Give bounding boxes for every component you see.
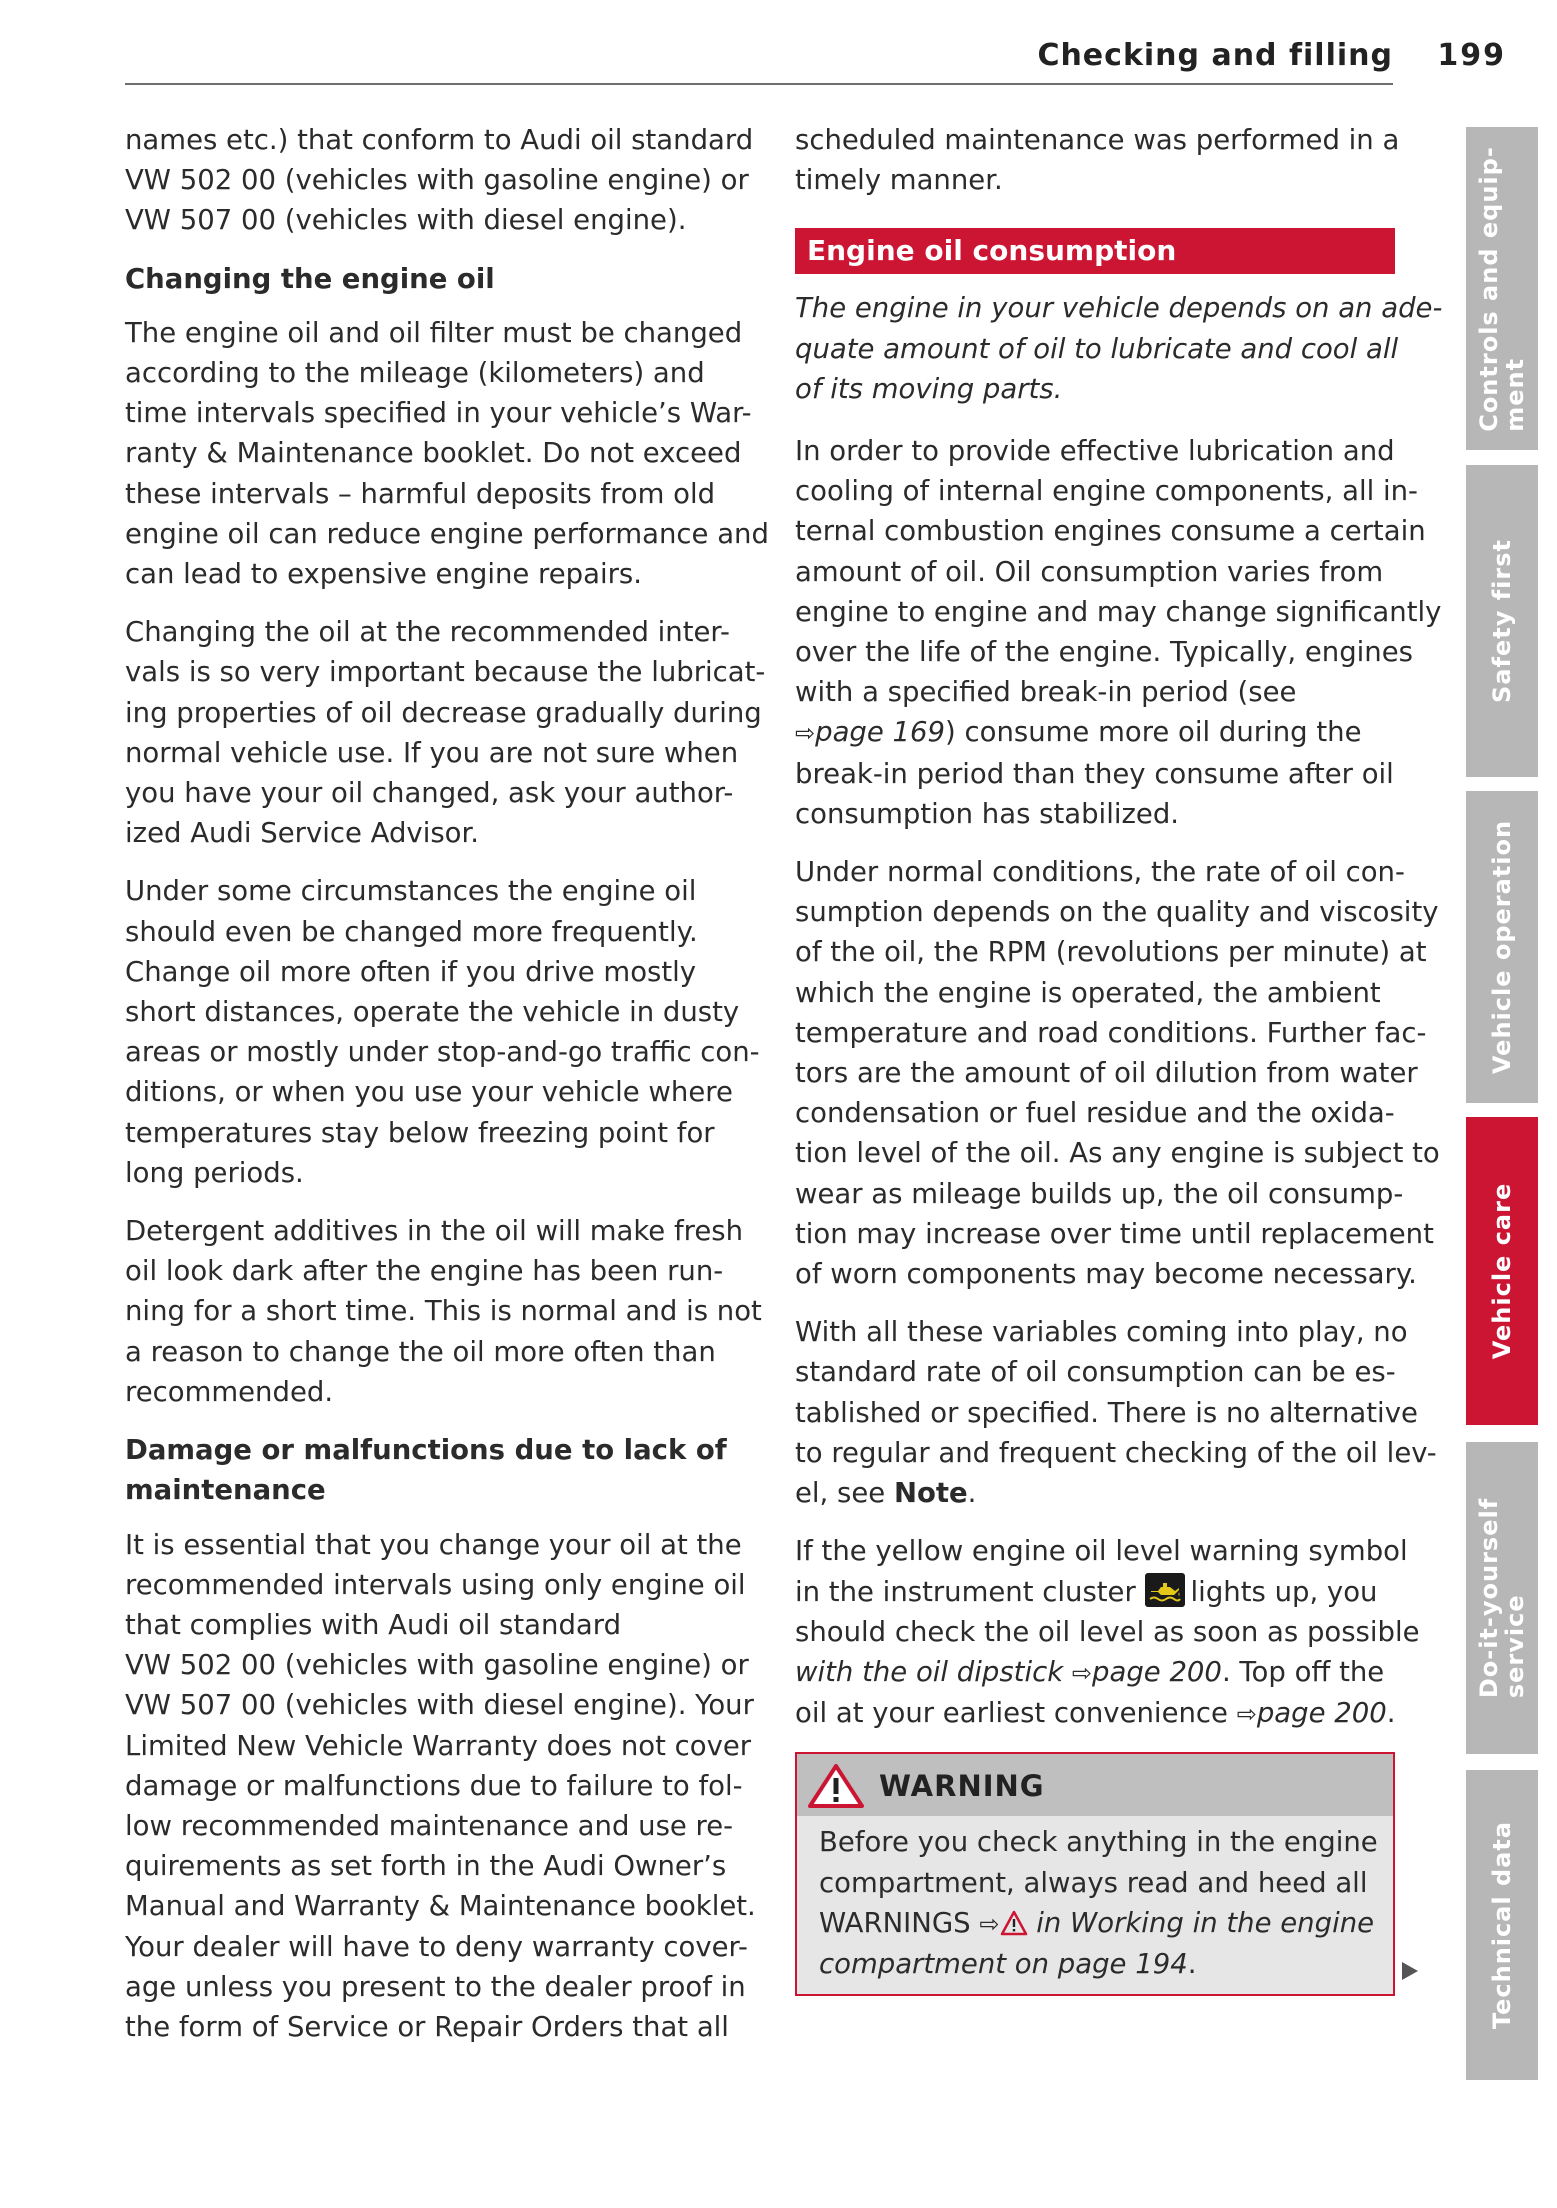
side-tab-technical-data[interactable]	[1466, 1770, 1538, 2080]
text-line: quirements as set forth in the Audi Owner’s	[125, 1850, 727, 1883]
text-line: these intervals – harmful deposits from old	[125, 477, 716, 510]
text-line: standard rate of oil consumption can be es-	[795, 1356, 1396, 1389]
text-fragment: WARNINGS	[819, 1906, 971, 1939]
text-line: the form of Service or Repair Orders that all	[125, 2010, 729, 2043]
text-line: wear as mileage builds up, the oil consump-	[795, 1177, 1404, 1210]
continue-arrow-icon	[1402, 1962, 1418, 1980]
text-line: of the oil, the RPM (revolutions per minute) at	[795, 936, 1427, 969]
text-line: The engine oil and oil filter must be changed	[125, 316, 743, 349]
text-line: timely manner.	[795, 164, 1003, 197]
text-line: engine oil can reduce engine performance and	[125, 517, 769, 550]
header-rule	[125, 83, 1393, 85]
text-line: recommended intervals using only engine oil	[125, 1568, 746, 1601]
text-line: Limited New Vehicle Warranty does not cover	[125, 1729, 752, 1762]
side-tab-label: Safety first	[1488, 539, 1516, 703]
arrow-icon: ⇨	[1236, 1700, 1257, 1729]
text-line: The engine in your vehicle depends on an ade-	[795, 292, 1443, 325]
warning-header	[797, 1754, 1393, 1816]
side-tab-diy-service[interactable]	[1466, 1442, 1538, 1754]
text-line: ing properties of oil decrease gradually during	[125, 696, 762, 729]
page-number: 199	[1437, 38, 1506, 73]
text-line: to regular and frequent checking of the oil lev-	[795, 1436, 1437, 1469]
page-header	[125, 36, 1506, 86]
text-line: with a specified break-in period (see	[795, 676, 1297, 709]
warning-box	[795, 1752, 1395, 1996]
text-fragment: ) consume more oil during the	[945, 716, 1362, 749]
text-line: cooling of internal engine components, all in-	[795, 475, 1418, 508]
text-line: ternal combustion engines consume a certain	[795, 515, 1426, 548]
text-line	[819, 1944, 1379, 1984]
text-line: break-in period than they consume after oil	[795, 757, 1394, 790]
text-line: quate amount of oil to lubricate and cool all	[795, 332, 1399, 365]
side-tab-label: Do-it-yourself service	[1475, 1497, 1529, 1699]
text-line: low recommended maintenance and use re-	[125, 1809, 734, 1842]
text-fragment: in the instrument cluster	[795, 1575, 1136, 1608]
paragraph	[125, 313, 769, 594]
section-title-oil-consumption: Engine oil consumption	[795, 228, 1395, 274]
text-fragment: .	[967, 1477, 977, 1510]
text-line: maintenance	[125, 1474, 326, 1507]
arrow-icon: ⇨	[979, 1909, 1000, 1938]
text-line: temperature and road conditions. Further fac-	[795, 1016, 1427, 1049]
text-line: oil look dark after the engine has been run-	[125, 1255, 724, 1288]
text-line: Before you check anything in the engine	[819, 1826, 1378, 1859]
text-line: temperatures stay below freezing point for	[125, 1116, 715, 1149]
paragraph	[795, 852, 1440, 1294]
text-line	[795, 1572, 1395, 1612]
side-tab-controls[interactable]	[1466, 127, 1538, 450]
text-line: Your dealer will have to deny warranty cover-	[125, 1930, 748, 1963]
text-fragment: el, see	[795, 1477, 894, 1510]
text-line: Under some circumstances the engine oil	[125, 875, 697, 908]
text-line: short distances, operate the vehicle in dusty	[125, 996, 740, 1029]
side-tab-safety[interactable]	[1466, 465, 1538, 777]
text-line: damage or malfunctions due to failure to fol-	[125, 1769, 743, 1802]
text-fragment: .	[1386, 1697, 1396, 1730]
paragraph	[125, 120, 754, 241]
warning-triangle-icon	[807, 1763, 865, 1809]
text-fragment: oil at your earliest convenience	[795, 1697, 1228, 1730]
page-ref-link[interactable]: in Working in the engine	[1036, 1906, 1375, 1939]
text-line: VW 502 00 (vehicles with gasoline engine) or	[125, 1649, 749, 1682]
text-fragment: with the oil dipstick	[795, 1655, 1064, 1688]
text-line: should check the oil level as soon as possible	[795, 1615, 1420, 1648]
side-tab-vehicle-care[interactable]	[1466, 1117, 1538, 1425]
text-line: of worn components may become necessary.	[795, 1258, 1417, 1291]
paragraph	[125, 871, 760, 1193]
text-line: sumption depends on the quality and viscosity	[795, 896, 1439, 929]
text-line: VW 502 00 (vehicles with gasoline engine) or	[125, 164, 749, 197]
text-line: age unless you present to the dealer proof in	[125, 1970, 746, 2003]
text-line: tion may increase over time until replacement	[795, 1217, 1434, 1250]
side-tab-label: Controls and equip- ment	[1475, 145, 1529, 432]
text-line: ranty & Maintenance booklet. Do not exceed	[125, 437, 742, 470]
text-line: tors are the amount of oil dilution from water	[795, 1057, 1418, 1090]
side-tab-vehicle-operation[interactable]	[1466, 791, 1538, 1103]
text-line: scheduled maintenance was performed in a	[795, 124, 1400, 156]
text-line: Detergent additives in the oil will make fresh	[125, 1215, 744, 1248]
text-line: long periods.	[125, 1156, 304, 1189]
text-line: a reason to change the oil more often than	[125, 1335, 716, 1368]
text-fragment: .	[1187, 1947, 1197, 1980]
paragraph	[125, 1525, 756, 2048]
text-line: Under normal conditions, the rate of oil con-	[795, 856, 1405, 889]
text-line	[819, 1903, 1379, 1944]
text-line: With all these variables coming into play, no	[795, 1316, 1408, 1349]
text-line: VW 507 00 (vehicles with diesel engine). Your	[125, 1689, 754, 1722]
paragraph	[795, 1312, 1437, 1513]
warning-title: WARNING	[879, 1769, 1045, 1804]
arrow-icon: ⇨	[1071, 1658, 1093, 1687]
text-line: ning for a short time. This is normal and is not	[125, 1295, 762, 1328]
text-line: normal vehicle use. If you are not sure when	[125, 736, 739, 769]
text-line: vals is so very important because the lubricat-	[125, 656, 766, 689]
page-ref-link[interactable]: page 169	[815, 716, 946, 749]
text-line: condensation or fuel residue and the oxida-	[795, 1097, 1395, 1130]
page-title: Checking and filling	[1037, 38, 1393, 73]
text-line: that complies with Audi oil standard	[125, 1608, 622, 1641]
text-line: In order to provide effective lubrication and	[795, 435, 1395, 468]
text-fragment: compartment on page 194	[819, 1947, 1188, 1980]
text-fragment: lights up, you	[1190, 1575, 1378, 1608]
text-line: engine to engine and may change significantly	[795, 595, 1442, 628]
side-tab-label: Vehicle care	[1488, 1182, 1516, 1360]
text-line: recommended.	[125, 1375, 334, 1408]
subheading-damage	[125, 1430, 725, 1510]
text-line	[795, 1652, 1395, 1693]
text-line	[795, 1693, 1395, 1734]
text-line: If the yellow engine oil level warning symbol	[795, 1535, 1408, 1568]
left-column	[125, 120, 769, 2065]
text-line: compartment, always read and heed all	[819, 1866, 1368, 1899]
paragraph	[125, 612, 766, 853]
page-ref-link[interactable]: page 200	[1256, 1697, 1387, 1730]
subheading-changing-oil: Changing the engine oil	[125, 262, 495, 295]
text-line: tion level of the oil. As any engine is subject to	[795, 1137, 1440, 1170]
text-line	[795, 712, 1395, 753]
text-fragment: . Top off the	[1221, 1655, 1385, 1688]
text-line: Damage or malfunctions due to lack of	[125, 1434, 727, 1467]
text-line: Change oil more often if you drive mostly	[125, 955, 697, 988]
text-line: Changing the oil at the recommended inter-	[125, 616, 730, 649]
text-line: which the engine is operated, the ambient	[795, 976, 1381, 1009]
text-line: tablished or specified. There is no alternative	[795, 1396, 1418, 1429]
paragraph	[795, 1531, 1420, 1734]
text-line: of its moving parts.	[795, 372, 1063, 405]
text-line: names etc.) that conform to Audi oil standard	[125, 124, 754, 156]
text-line: can lead to expensive engine repairs.	[125, 558, 642, 591]
text-line: consumption has stabilized.	[795, 797, 1180, 830]
text-line: over the life of the engine. Typically, engines	[795, 636, 1413, 669]
text-line: time intervals specified in your vehicle’s War-	[125, 397, 752, 430]
warning-body	[797, 1816, 1393, 1994]
side-tab-label: Technical data	[1488, 1820, 1516, 2030]
page-ref-link[interactable]: page 200	[1092, 1655, 1222, 1688]
text-line: ized Audi Service Advisor.	[125, 817, 480, 850]
warning-triangle-icon	[1000, 1910, 1028, 1936]
paragraph	[795, 120, 1400, 200]
intro-paragraph	[795, 288, 1443, 409]
text-line: amount of oil. Oil consumption varies from	[795, 555, 1384, 588]
text-line: Manual and Warranty & Maintenance booklet.	[125, 1890, 756, 1923]
text-line: It is essential that you change your oil at the	[125, 1528, 742, 1561]
text-line: VW 507 00 (vehicles with diesel engine).	[125, 204, 687, 237]
right-column	[795, 120, 1443, 1996]
arrow-icon: ⇨	[795, 719, 816, 748]
text-line: ditions, or when you use your vehicle where	[125, 1076, 733, 1109]
side-tab-label: Vehicle operation	[1488, 819, 1516, 1075]
paragraph	[795, 431, 1442, 834]
text-line: areas or mostly under stop-and-go traffic con-	[125, 1036, 760, 1069]
paragraph	[125, 1211, 762, 1412]
text-line: you have your oil changed, ask your author-	[125, 777, 734, 810]
note-link[interactable]: Note	[893, 1477, 968, 1510]
text-line: should even be changed more frequently.	[125, 915, 698, 948]
text-line: according to the mileage (kilometers) and	[125, 357, 705, 390]
text-line	[795, 1473, 1395, 1513]
oil-level-warning-icon	[1145, 1573, 1185, 1607]
